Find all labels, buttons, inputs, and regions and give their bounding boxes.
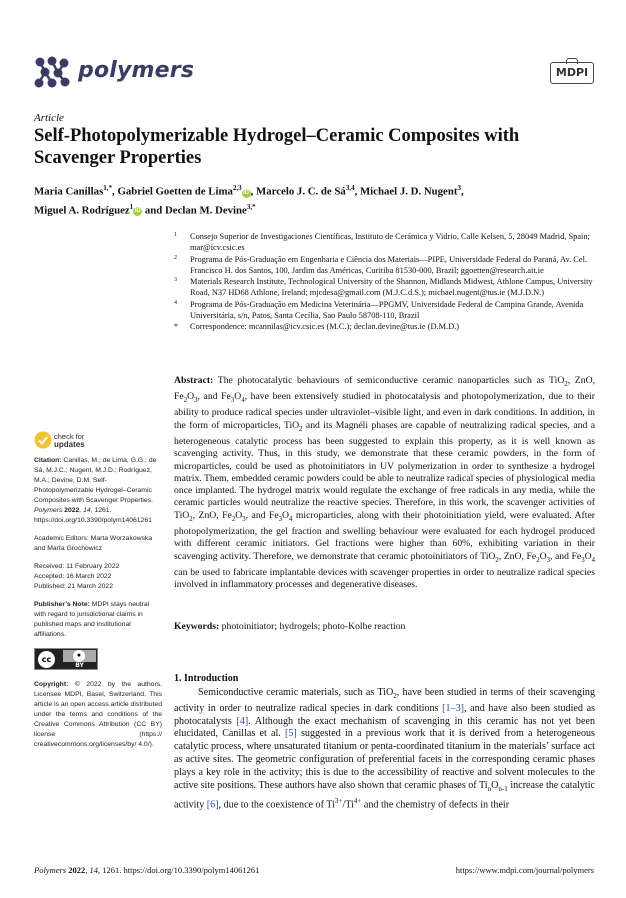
subscript: 3 [581,556,585,564]
subscript: 4 [241,397,245,405]
citation-label: Citation: [34,457,62,464]
citation-journal: Polymers [34,507,63,514]
author-separator: , [354,185,360,198]
orcid-icon[interactable]: iD [243,189,250,196]
keywords [174,621,595,633]
section-heading: 1. Introduction [174,673,239,684]
subscript: 2 [536,556,540,564]
abstract-text: O [234,391,242,403]
citation-year: 2022 [62,507,80,514]
cc-icon: cc [38,651,55,668]
mdpi-logo: MDPI [550,62,594,84]
affiliation-number: 3 [174,277,177,284]
superscript: 3+ [334,797,343,806]
abstract-text: , ZnO, Fe [192,509,232,521]
body-text: , and have also been studied as photocatalysts [174,702,595,727]
affiliation-item [174,254,594,277]
subscript: 2 [231,515,236,523]
body-text: O [491,779,499,791]
check-for-updates-label [54,433,85,449]
subscript: 4 [591,556,595,564]
subscript: n [487,784,492,793]
author-corresponding-mark: * [108,184,113,192]
correspondence-text: Correspondence: mcannilas@icv.csic.es (M.C.); declan.devine@tus.ie (D.M.D.) [190,322,460,332]
citation [34,456,162,526]
author-name: Michael J. D. Nugent [359,185,458,198]
reference-link[interactable]: [4] [236,715,249,727]
abstract-text: O [539,550,547,562]
subscript: 2 [299,425,303,433]
abstract-label: Abstract: [174,375,214,386]
body-text: . Although the exact mechanism of scavenging in this ceramic has not yet been elucidated, Canillas et al. [174,715,595,740]
citation-volume: , 14 [79,507,91,514]
footer-year: 2022 [66,865,86,875]
copyright-text: © 2022 by the authors. Licensee MDPI, Basel, Switzerland. This article is an open access article distributed under the terms and conditions of the Creative Commons Attribution (CC BY) license (https:// creativecommons.org/licenses/by/ 4.0/). [34,681,162,748]
abstract-text: The photocatalytic behaviours of semiconductive ceramic nanoparticles such as TiO [213,375,565,386]
subscript: n-1 [498,784,508,793]
keywords-text: photoinitiator; hydrogels; photo-Kolbe reaction [219,621,406,632]
cc-by-license-badge[interactable] [34,648,98,670]
affiliation-number: 2 [174,254,177,261]
subscript: 3 [230,397,235,405]
affiliation-item [174,299,594,322]
journal-name: polymers [78,58,195,83]
affiliation-number: 1 [174,232,177,238]
body-text: /Ti [342,799,354,811]
received-date: Received: 11 February 2022 [34,563,120,570]
copyright-label: Copyright: [34,681,69,688]
publisher-note [34,600,162,640]
author-affiliation-mark: 1, [103,184,109,192]
abstract-text: , have been extensively studied in photocatalysis and photopolymerization, due to their ability to produce radical species under ultraviolet–visible light, and even in dark conditions. In addition, in the form of microparticles, TiO [174,391,595,431]
attribution-icon: ● [73,650,85,662]
author-name: Miguel A. Rodríguez [34,204,130,217]
academic-editors: Academic Editors: Marta Worzakowska and Marta Grochowicz [34,535,153,552]
body-text: , due to the coexistence of Ti [218,799,335,811]
author-separator: , [112,185,118,198]
copyright [34,680,162,750]
footer-volume: , 14 [85,865,98,875]
footer-journal: Polymers [34,865,67,875]
author-separator: and [142,204,165,217]
affiliation-text: Consejo Superior de Investigaciones Científicas, Instituto de Cerámica y Vidrio, Calle Kelsen, 5, 28049 Madrid, Spain; mar@icv.csic.es [190,232,590,253]
body-text: , have been studied in terms of their scavenging activity in order to neutralize radical species in dark conditions [174,687,595,714]
subscript: 3 [242,515,246,523]
author-name: Marcelo J. C. de Sá [256,185,346,198]
journal-header [34,52,594,92]
author-name: Declan M. Devine [164,204,247,217]
subscript: 2 [393,692,397,701]
abstract-text: O [235,509,243,521]
body-text: increase the catalytic activity [174,779,595,811]
cc-by-label: BY [75,662,84,669]
affiliation-number: * [174,322,178,332]
abstract-text: , ZnO, Fe [174,375,595,403]
footer-journal-url[interactable]: https://www.mdpi.com/journal/polymers [455,865,594,875]
publisher-note-text: MDPI stays neutral with regard to jurisdictional claims in published maps and institutional affiliations. [34,601,150,638]
affiliation-item [174,231,594,254]
author-name: Gabriel Goetten de Lima [117,185,233,198]
subscript: 3 [194,397,198,405]
page-footer [34,865,594,875]
publisher-note-label: Publisher’s Note: [34,601,90,608]
subscript: 2 [564,380,568,388]
author-corresponding-mark: * [252,202,256,211]
abstract-text: microparticles, along with their photoinitiation yield, were evaluated. After photopolymerization, the gel fraction and swelling behaviour were evaluated for each hydrogel produced with different ceramic initiators. Gel fractions were higher than 60%, exhibiting variation in their scavenging activity. Therefore, we demonstrate that ceramic photoinitiators of TiO [174,509,595,562]
affiliation-text: Materials Research Institute, Technological University of the Shannon, Midlands Midwest, Athlone Campus, University Road, N37 HD68 Athlone, Ireland; mjcdesa@gmail.com (M.J.C.d.S.); michael.nugent@tus.ie (M.J.D.N.) [190,277,593,298]
orcid-icon[interactable]: iD [134,208,141,215]
abstract-text: O [282,509,290,521]
subscript: 3 [278,515,283,523]
polymers-logo-icon [34,56,70,88]
author-separator: , [460,185,464,198]
superscript: 4+ [353,797,362,806]
abstract-text: , ZnO, Fe [498,550,537,562]
author-affiliation-mark: 1 [129,202,134,211]
footer-doi[interactable]: , 1261. https://doi.org/10.3390/polym14061261 [97,865,260,875]
abstract-text: , and Fe [197,391,231,403]
introduction-paragraph [174,687,595,813]
affiliation-number: 4 [174,299,177,306]
subscript: 2 [495,556,499,564]
subscript: 3 [546,556,550,564]
body-text: Semiconductive ceramic materials, such as TiO [198,687,394,698]
abstract-text: can be used to fabricate implantable devices with scavenger properties in order to neutralize radical species involved in inflammatory processes and degenerative diseases. [174,566,595,591]
reference-link[interactable]: [6] [206,799,219,811]
abstract-text: O [584,550,592,562]
author-separator: , [250,185,257,198]
affiliations [174,231,594,333]
published-date: Published: 21 March 2022 [34,583,113,590]
correspondence-item [174,321,594,332]
accepted-date: Accepted: 16 March 2022 [34,573,112,580]
keywords-label: Keywords: [174,621,220,632]
subscript: 2 [183,397,188,405]
footer-citation [34,865,259,875]
check-for-updates-icon [34,431,52,449]
affiliation-text: Programa de Pós-Graduação em Engenharia e Ciência dos Materiais—PIPE, Universidade Federal do Paraná, Av. Cel. Francisco H. dos Santos, 100, Jardim das Américas, Curitiba 81530-000, Brazil; ggoetten@research.ait.ie [190,254,587,275]
abstract-text: and its Magnéli phases are capable of neutralizing radical species, and a heterogeneous catalytic process has been suggested to explain this property, as it is well known as scavenging activity. Thus, in this study, we demonstrate that these ceramic powders, in the form of microparticles, could be used as photoinitiators in UV polymerization in order to synthesize a hydrogel matrix. Them, embedded ceramic powders could be able to neutralize radical species of physiological media once implanted. The hydrogel matrix would regulate the exchange of free radicals in any media, while the ceramic particles would neutralize the reactive species. Therefore, in this work, the scavenger activities of TiO [174,419,595,521]
body-text: suggested in a previous work that it is derived from a heterogeneous catalytic process, where unsaturated titanium or penta-coordinated titanium in the materials’ surface act as active sites. The geometric configuration of preferential facets in the corresponding ceramic phases plays a key role in the activity; this is due to the accessibility of reactive and solvent molecules to the active site positions. These authors have also shown that ceramic phases of Ti [174,728,595,791]
citation-doi[interactable]: , 1261. https://doi.org/10.3390/polym14061261 [34,507,152,524]
reference-link[interactable]: [5] [284,728,297,740]
article-type: Article [34,112,64,124]
article-title: Self-Photopolymerizable Hydrogel–Ceramic Composites with Scavenger Properties [34,126,520,168]
affiliation-item [174,276,594,299]
author-affiliation-mark: 3,4 [345,184,355,192]
reference-link[interactable]: [1–3] [442,702,464,714]
affiliation-text: Programa de Pós-Graduação em Medicina Veterinária—PPGMV, Universidade Federal de Campina Grande, Avenida Universitária, s/n, Patos, Santa Cecília, Sao Paulo 58708-110, Brazil [190,299,584,321]
check-for-updates-button[interactable] [34,431,162,453]
subscript: 4 [289,515,293,523]
author-affiliation-mark: 3 [457,184,461,192]
abstract [174,375,595,591]
author-affiliation-mark: 2,3 [232,184,242,192]
subscript: 2 [189,515,193,523]
author-affiliation-mark: 3, [246,202,253,211]
citation-text: Canillas, M.; de Lima, G.G.; de Sá, M.J.C.; Nugent, M.J.D.; Rodríguez, M.A.; Devine, D.M. Self-Photopolymerizable Hydrogel–Ceramic Composites with Scavenger Properties. [34,457,157,504]
abstract-text: , and Fe [549,550,582,562]
sidebar [34,431,162,750]
body-text: and the chemistry of defects in their [361,799,510,811]
abstract-text: , and Fe [245,509,279,521]
author-name: Maria Canillas [34,185,104,198]
check-for-text: check for [54,432,85,441]
updates-text: updates [54,440,85,449]
author-list [34,181,594,218]
abstract-text: O [187,391,195,403]
